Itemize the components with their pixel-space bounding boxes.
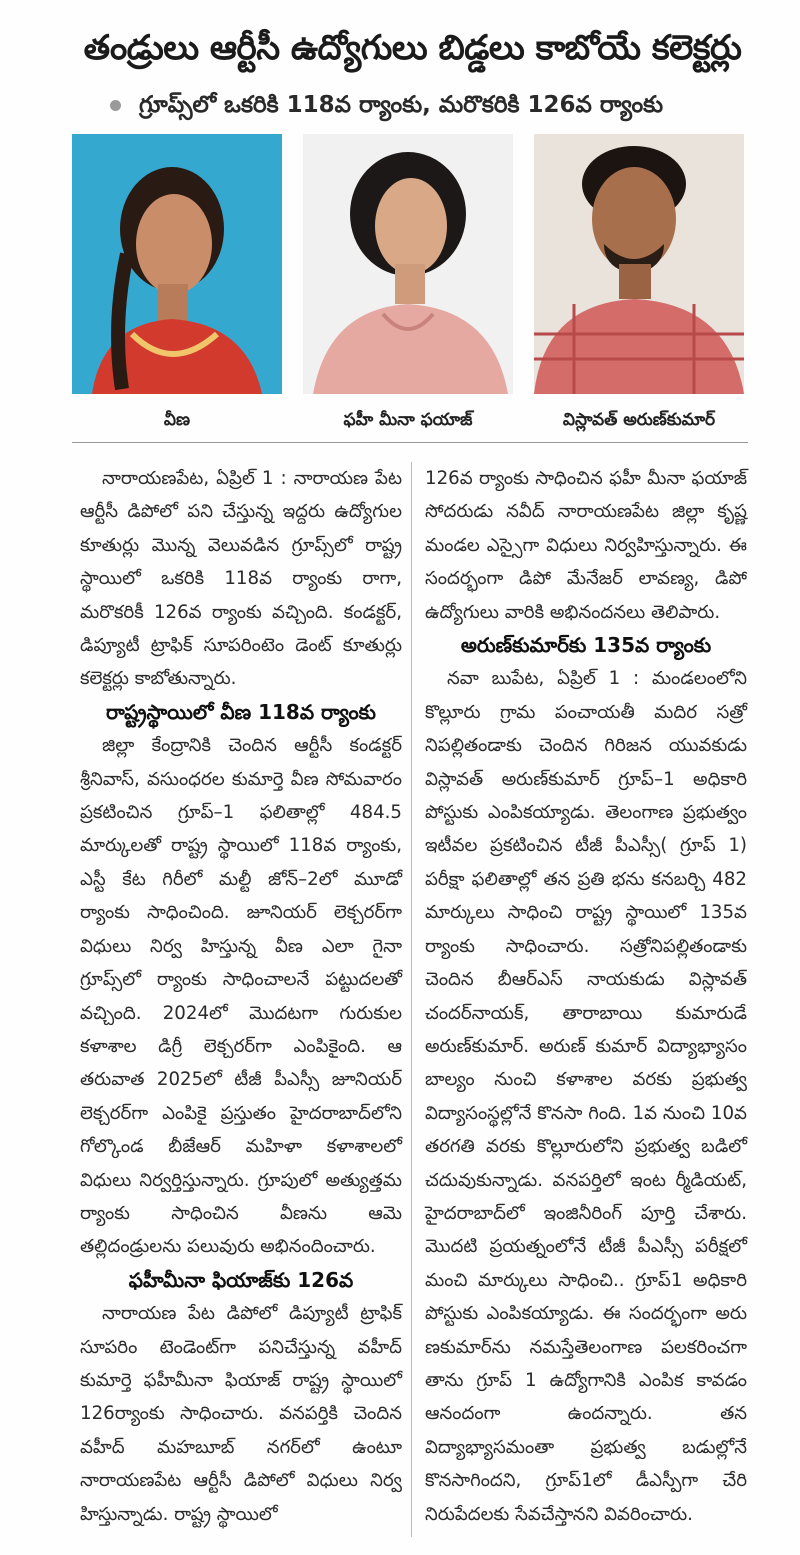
headline: తండ్రులు ఆర్టీసీ ఉద్యోగులు బిడ్డలు కాబోయే కలెక్టర్లు [83,28,742,68]
veena-paragraph: జిల్లా కేంద్రానికి చెందిన ఆర్టీసీ కండక్టర్ శ్రీనివాస్, వసుంధరల కుమార్తె వీణ సోమవారం ప్రకటించిన గ్రూప్–1 ఫలితాల్లో 484.5 మార్కులతో రాష్ట్ర స్థాయిలో 118వ ర్యాంకు, ఎస్టీ కేట గిరీలో మల్టీ జోన్–2లో మూడో ర్యాంకు సాధించింది. జూనియర్ లెక్చరర్‌గా విధులు నిర్వ హిస్తున్న వీణ ఎలా గైనా గ్రూప్స్‌లో ర్యాంకు సాధించాలనే పట్టుదలతో వచ్చింది. 2024లో మొదటగా గురుకుల కళాశాల డిగ్రీ లెక్చరర్‌గా ఎంపికైంది. ఆ తరువాత 2025లో టీజీ పీఎస్సీ జూనియర్ లెక్చరర్‌గా ఎంపికై ప్రస్తుతం హైదరాబాద్‌లోని గోల్కొండ బీజేఆర్ మహిళా కళాశాలలో విధులు నిర్వర్తిస్తున్నారు. గ్రూపులో అత్యుత్తమ ర్యాంకు సాధించిన వీణను ఆమె తల్లిదండ్రులను పలువురు అభినందించారు. [80,735,402,1258]
caption-veena: వీణ [163,410,191,430]
fahi-meena-paragraph: నారాయణ పేట డిపోలో డిప్యూటీ ట్రాఫిక్ సూపరిం టెండెంట్‌గా పనిచేస్తున్న వహీద్ కుమార్తె ఫహీమీనా ఫియాజ్ రాష్ట్ర స్థాయిలో 126ర్యాంకు సాధించారు. వనపర్తికి చెందిన వహీద్ మహబూబ్ నగర్‌లో ఉంటూ నారాయణపేట ఆర్టీసీ డిపోలో విధులు నిర్వ హిస్తున్నాడు. రాష్ట్ర స్థాయిలో [80,1303,402,1525]
bullet-icon [110,100,121,111]
arun-kumar-paragraph: నవా బుపేట, ఏప్రిల్ 1 : మండలంలోని కొల్లూరు గ్రామ పంచాయతీ మదిర సత్రో నిపల్లితండాకు చెందిన గిరిజన యువకుడు విస్లావత్ అరుణ్‌కుమార్ గ్రూప్–1 అధికారి పోస్టుకు ఎంపికయ్యాడు. తెలంగాణ ప్రభుత్వం ఇటీవల ప్రకటించిన టీజీ పీఎస్సీ( గ్రూప్ 1) పరీక్షా ఫలితాల్లో తన ప్రతి భను కనబర్చి 482 మార్కులు సాధించి రాష్ట్ర స్థాయిలో 135వ ర్యాంకు సాధించారు. సత్రోనిపల్లితండాకు చెందిన బీఆర్ఎస్ నాయకుడు విస్లావత్ చందర్‌నాయక్, తారాబాయి కుమారుడే అరుణ్‌కుమార్. అరుణ్ కుమార్ విద్యాభ్యాసం బాల్యం నుంచి కళాశాల వరకు ప్రభుత్వ విద్యాసంస్థల్లోనే కొనసా గింది. 1వ నుంచి 10వ తరగతి వరకు కొల్లూరులోని ప్రభుత్వ బడిలో చదువుకున్నాడు. వనపర్తిలో ఇంట ర్మీడియట్, హైదరాబాద్‌లో ఇంజినీరింగ్ పూర్తి చేశారు. మొదటి ప్రయత్నంలోనే టీజీ పీఎస్సీ పరీక్షలో మంచి మార్కులు సాధించి.. గ్రూప్1 అధికారి పోస్టుకు ఎంపికయ్యాడు. ఈ సందర్భంగా అరు ణకుమార్‌ను నమస్తేతెలంగాణ పలకరించగా తాను గ్రూప్ 1 ఉద్యోగానికి ఎంపిక కావడం ఆనందంగా ఉందన్నారు. తన విద్యాభ్యాసమంతా ప్రభుత్వ బడుల్లోనే కొనసాగిందని, గ్రూప్1లో డీఎస్పీగా చేరి నిరుపేదలకు సేవచేస్తానని వివరించారు. [425,668,747,1525]
subheadline [110,92,750,124]
article-column-left [80,462,402,1531]
caption-fahi-meena: ఫహీ మీనా ఫయాజ్ [343,410,473,430]
article-column-right [425,462,747,1531]
photo-veena [72,134,282,394]
intro-paragraph: నారాయణపేట, ఏప్రిల్ 1 : నారాయణ పేట ఆర్టీసీ డిపోలో పని చేస్తున్న ఇద్దరు ఉద్యోగుల కూతుర్లు మొన్న వెలువడిన గ్రూప్స్‌లో రాష్ట్ర స్థాయిలో ఒకరికి 118వ ర్యాంకు రాగా, మరొకరికీ 126వ ర్యాంకు వచ్చింది. కండక్టర్, డిప్యూటీ ట్రాఫిక్ సూపరింటెం డెంట్ కూతుర్లు కలెక్టర్లు కాబోతున్నారు. [80,468,402,690]
subheadline-text: గ్రూప్స్‌లో ఒకరికి 118వ ర్యాంకు, మరొకరికి 126వ ర్యాంకు [139,92,664,118]
subheading-arun-kumar: అరుణ్‌కుమార్‌కు 135వ ర్యాంకు [460,633,712,658]
subheading-veena: రాష్ట్రస్థాయిలో వీణ 118వ ర్యాంకు [106,699,376,724]
caption-arun-kumar: విస్లావత్ అరుణ్‌కుమార్ [562,410,716,430]
subheading-fahi-meena: ఫహీమీనా ఫియాజ్‌కు 126వ [128,1267,354,1292]
section-divider [72,442,748,443]
photo-arun-kumar [534,134,744,394]
column-divider [411,462,412,1537]
fahi-meena-paragraph-continued: 126వ ర్యాంకు సాధించిన ఫహీ మీనా ఫయాజ్ సోదరుడు నవీద్ నారాయణపేట జిల్లా కృష్ణ మండల ఎస్సైగా విధులు నిర్వహిస్తున్నారు. ఈ సందర్భంగా డిపో మేనేజర్ లావణ్య, డిపో ఉద్యోగులు వారికి అభినందనలు తెలిపారు. [425,468,747,623]
photo-fahi-meena [303,134,513,394]
